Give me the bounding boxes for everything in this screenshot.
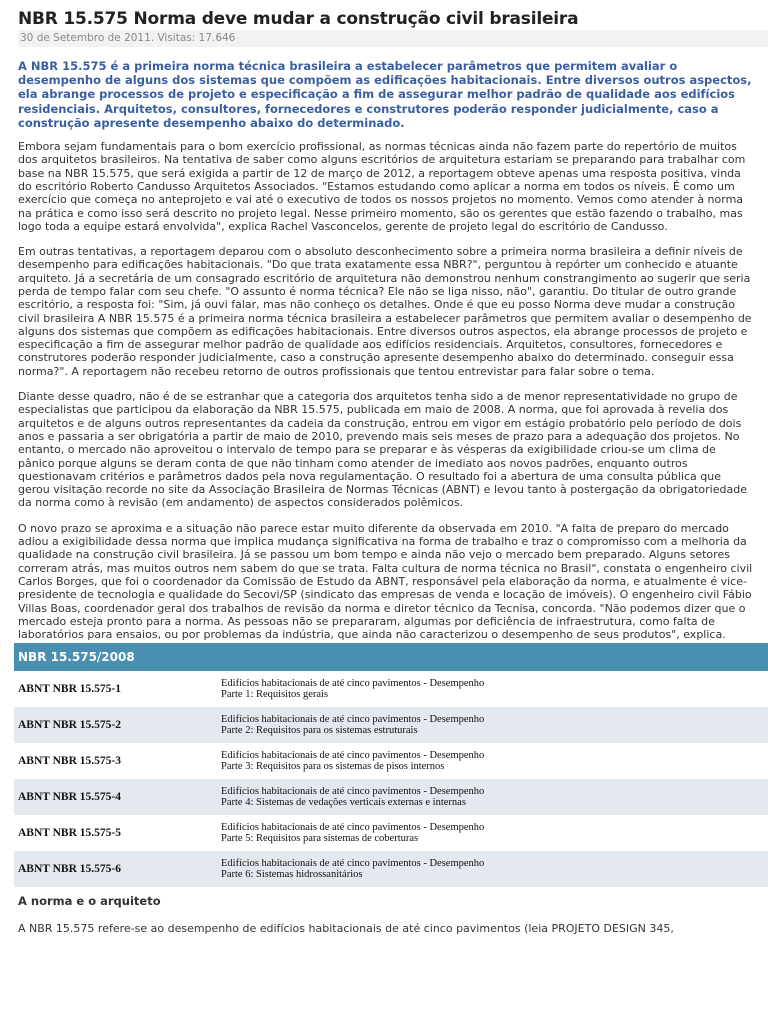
table-row [14,815,768,851]
norm-description-line: Edifícios habitacionais de até cinco pavimentos - Desempenho [221,714,485,726]
table-row [14,851,768,887]
norm-description-part: Parte 5: Requisitos para sistemas de coberturas [221,833,419,845]
article-paragraph: Em outras tentativas, a reportagem deparou com o absoluto desconhecimento sobre a primeira norma brasileira a definir níveis de desempenho para edificações habitacionais. "Do que trata exatamente essa NBR?", perguntou à repórter um conhecido e atuante arquiteto. Já a secretária de um consagrado escritório de arquitetura não demonstrou nenhum constrangimento ao sugerir que seria perda de tempo falar com seu chefe. "O assunto é norma técnica? Ele não se liga nisso, não", garantiu. Do titular de outro grande escritório, a resposta foi: "Sim, já ouvi falar, mas não conheço os detalhes. Onde é que eu posso Norma deve mudar a construção civil brasileira A NBR 15.575 é a primeira norma técnica brasileira a estabelecer parâmetros que permitem avaliar o desempenho de alguns dos sistemas que compõem as edificações habitacionais. Entre diversos outros aspectos, ela abrange processos de projeto e especificação a fim de assegurar melhor padrão de qualidade aos edifícios residenciais. Arquitetos, consultores, fornecedores e construtores poderão responder judicialmente, caso a construção apresente desempenho abaixo do determinado. conseguir essa norma?". A reportagem não recebeu retorno de outros profissionais que tentou entrevistar para falar sobre o tema. [18,245,752,378]
article-paragraph: O novo prazo se aproxima e a situação não parece estar muito diferente da observada em 2010. "A falta de preparo do mercado adiou a exigibilidade dessa norma que implica mudança significativa na forma de trabalho e traz o compromisso com a melhoria da qualidade na construção civil brasileira. Já se passou um bom tempo e ainda não vejo o mercado bem preparado. Alguns setores correram atrás, mas muitos outros nem sabem do que se trata. Falta cultura de norma técnica no Brasil", constata o engenheiro civil Carlos Borges, que foi o coordenador da Comissão de Estudo da ABNT, responsável pela elaboração da norma, e atualmente é vice-presidente de tecnologia e qualidade do Secovi/SP (sindicato das empresas de venda e locação de imóveis). O engenheiro civil Fábio Villas Boas, coordenador geral dos trabalhos de revisão da norma e diretor técnico da Tecnisa, concorda. "Não podemos dizer que o mercado esteja pronto para a norma. As pessoas não se prepararam, algumas por deficiência de infraestrutura, como falta de laboratórios para ensaios, ou por problemas da indústria, que ainda não caracterizou o desempenho de seus produtos", explica. [18,521,753,642]
norm-description-line: Edifícios habitacionais de até cinco pavimentos - Desempenho [221,750,485,762]
norms-table [14,643,768,887]
norm-code: ABNT NBR 15.575-6 [14,851,217,887]
norm-description [217,815,768,851]
norm-description [217,743,768,779]
norm-code: ABNT NBR 15.575-3 [14,743,217,779]
norm-code: ABNT NBR 15.575-2 [14,707,217,743]
norm-code: ABNT NBR 15.575-5 [14,815,217,851]
norm-description-line: Edifícios habitacionais de até cinco pavimentos - Desempenho [221,786,485,798]
norm-description [217,851,768,887]
article-title: NBR 15.575 Norma deve mudar a construção civil brasileira [18,9,579,29]
norm-description-line: Edifícios habitacionais de até cinco pavimentos - Desempenho [221,822,485,834]
article-paragraph-truncated: A NBR 15.575 refere-se ao desempenho de edifícios habitacionais de até cinco pavimentos (leia PROJETO DESIGN 345, [18,922,674,936]
table-row [14,707,768,743]
norm-description [217,671,768,707]
norm-description-part: Parte 3: Requisitos para os sistemas de pisos internos [221,761,445,773]
norm-description-line: Edifícios habitacionais de até cinco pavimentos - Desempenho [221,858,485,870]
article-paragraph: Embora sejam fundamentais para o bom exercício profissional, as normas técnicas ainda não fazem parte do repertório de muitos dos arquitetos brasileiros. Na tentativa de saber como alguns escritórios de arquitetura estariam se preparando para trabalhar com base na NBR 15.575, que será exigida a partir de 12 de março de 2012, a reportagem obteve apenas uma resposta positiva, vinda do escritório Roberto Candusso Arquitetos Associados. "Estamos estudando como aplicar a norma em todos os níveis. É como um exercício que começa no anteprojeto e vai até o executivo de todos os nossos projetos no momento. Vemos como atender à norma na prática e como isso será descrito no projeto legal. Nesse primeiro momento, são os gerentes que estão fazendo o trabalho, mas logo toda a equipe estará envolvida", explica Rachel Vasconcelos, gerente de projeto legal do escritório de Candusso. [18,140,746,233]
table-row [14,779,768,815]
norms-table-header: NBR 15.575/2008 [14,643,768,671]
norm-description-part: Parte 1: Requisitos gerais [221,689,329,701]
norm-description-part: Parte 4: Sistemas de vedações verticais externas e internas [221,797,466,809]
norm-description [217,779,768,815]
norm-description-part: Parte 2: Requisitos para os sistemas estruturais [221,725,418,737]
norm-description-part: Parte 6: Sistemas hidrossanitários [221,869,363,881]
norm-code: ABNT NBR 15.575-1 [14,671,217,707]
norm-description [217,707,768,743]
article-meta: 30 de Setembro de 2011. Visitas: 17.646 [18,30,768,47]
table-row [14,743,768,779]
norm-description-line: Edifícios habitacionais de até cinco pavimentos - Desempenho [221,678,485,690]
article-lead: A NBR 15.575 é a primeira norma técnica brasileira a estabelecer parâmetros que permitem avaliar o desempenho de alguns dos sistemas que compõem as edificações habitacionais. Entre diversos outros aspectos, ela abrange processos de projeto e especificação a fim de assegurar melhor padrão de qualidade aos edifícios residenciais. Arquitetos, consultores, fornecedores e construtores poderão responder judicialmente, caso a construção apresente desempenho abaixo do determinado. [18,59,752,130]
table-row [14,671,768,707]
article-paragraph: Diante desse quadro, não é de se estranhar que a categoria dos arquitetos tenha sido a de menor representatividade no grupo de especialistas que participou da elaboração da NBR 15.575, publicada em maio de 2008. A norma, que foi aprovada à revelia dos arquitetos e de alguns outros representantes da cadeia da construção, entrou em vigor em estágio probatório pelo período de dois anos e passaria a ser obrigatória a partir de maio de 2010, prevendo mais seis meses de prazo para a adequação dos projetos. No entanto, o mercado não aproveitou o intervalo de tempo para se preparar e às vésperas da exigibilidade criou-se um clima de pânico porque alguns se deram conta de que não tinham como atender de imediato aos novos padrões, enquanto outros questionavam critérios e parâmetros dados pela nova regulamentação. O resultado foi a abertura de uma consulta pública que gerou visitação recorde no site da Associação Brasileira de Normas Técnicas (ABNT) e levou tanto à postergação da obrigatoriedade da norma como à revisão (em andamento) de aspectos considerados polêmicos. [18,390,747,510]
norm-code: ABNT NBR 15.575-4 [14,779,217,815]
section-heading: A norma e o arquiteto [18,894,161,909]
